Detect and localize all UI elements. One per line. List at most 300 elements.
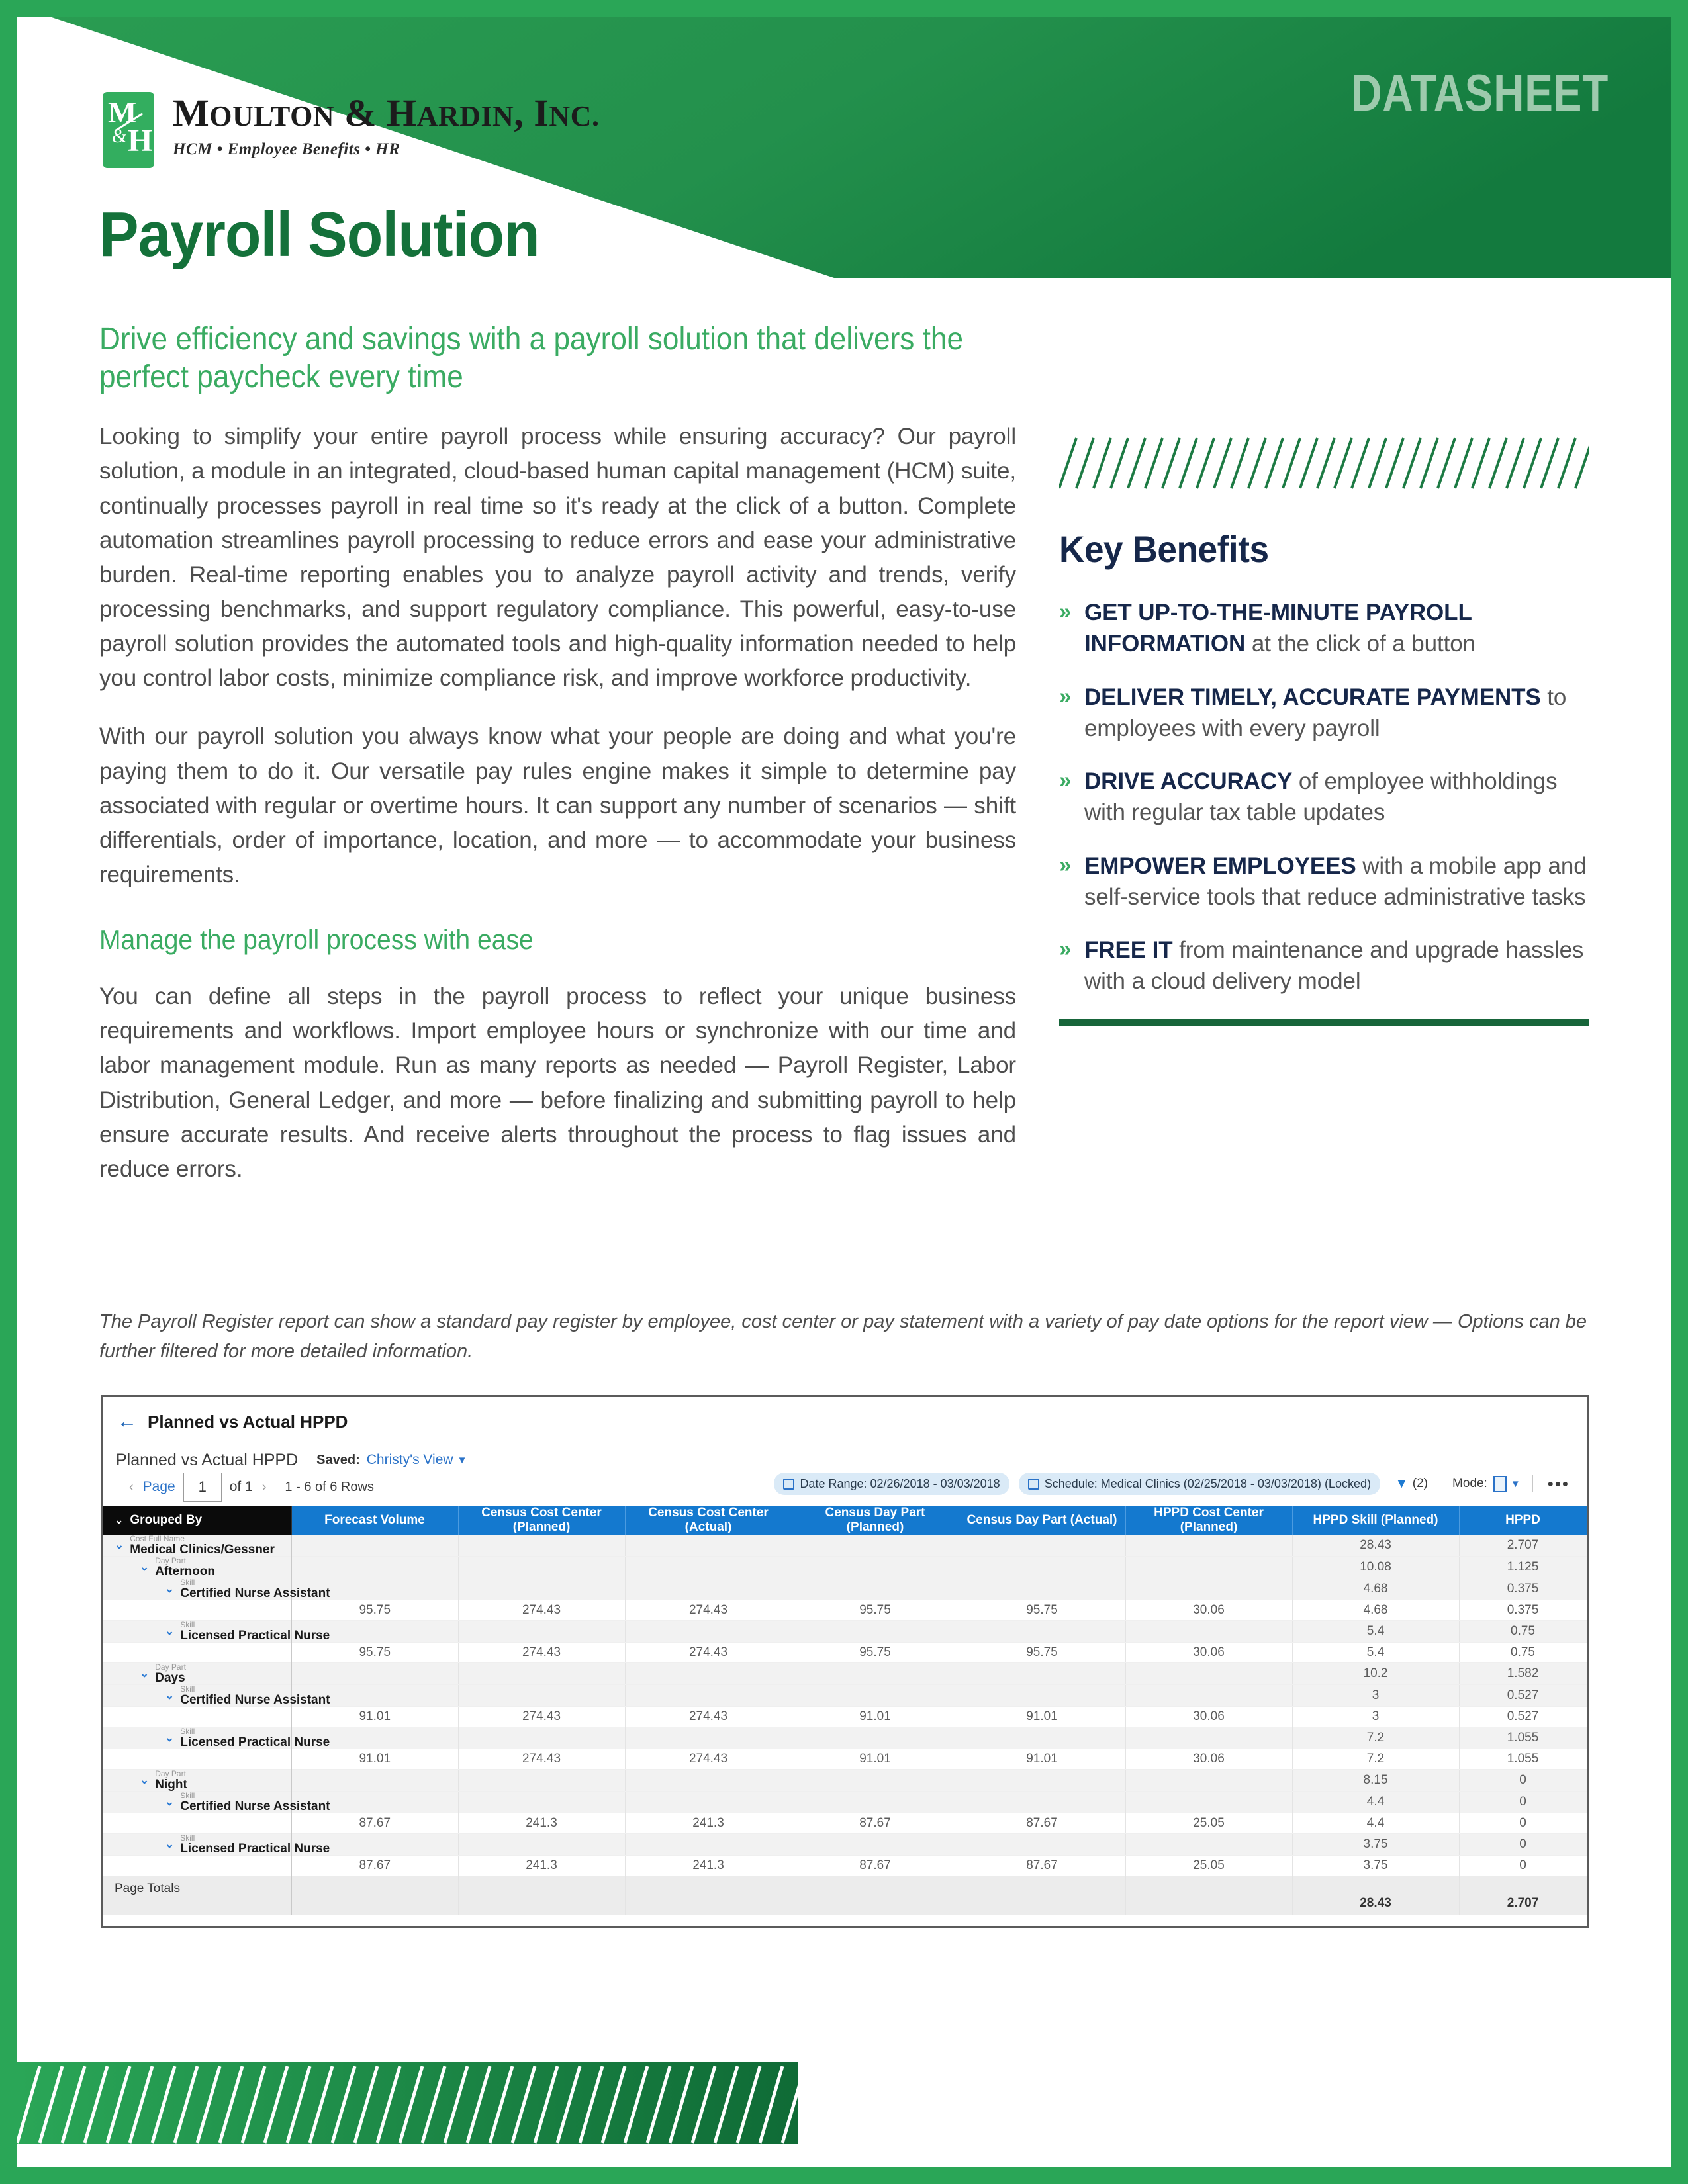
table-cell: 3.75 — [1292, 1834, 1459, 1856]
column-header-5[interactable]: HPPD Cost Center (Planned) — [1125, 1506, 1292, 1535]
paragraph-3: You can define all steps in the payroll process to reflect your unique business requirements and workflows. Import employee hours or synchronize with our time and labor management module. Run as many reports as needed — Payroll Register, Labor Distribution, General Ledger, and more — before finalizing and submitting payroll to help ensure accurate results. And receive alerts throughout the process to flag issues and reduce errors. — [99, 983, 1016, 1182]
key-benefits-column — [1059, 437, 1589, 1026]
table-cell — [625, 1727, 792, 1749]
table-cell: 241.3 — [625, 1856, 792, 1876]
table-cell: 91.01 — [792, 1707, 959, 1727]
tree-node-category: Skill — [180, 1620, 195, 1629]
filter-count-label: (2) — [1412, 1477, 1429, 1490]
table-cell: 0 — [1459, 1770, 1587, 1792]
table-cell: 95.75 — [291, 1600, 458, 1621]
table-cell — [625, 1663, 792, 1685]
table-cell: 87.67 — [291, 1813, 458, 1834]
column-header-6[interactable]: HPPD Skill (Planned) — [1292, 1506, 1459, 1535]
table-cell: 8.15 — [1292, 1770, 1459, 1792]
tree-node[interactable] — [103, 1535, 291, 1556]
datasheet-kicker: DATASHEET — [1351, 64, 1609, 122]
tree-chevron-down-icon[interactable]: ⌄ — [115, 1539, 124, 1551]
table-cell: 274.43 — [625, 1600, 792, 1621]
table-cell — [625, 1557, 792, 1578]
table-cell: 30.06 — [1125, 1643, 1292, 1663]
table-cell — [792, 1727, 959, 1749]
table-cell: 241.3 — [458, 1813, 625, 1834]
table-cell — [625, 1621, 792, 1643]
table-row[interactable] — [103, 1685, 1587, 1707]
table-cell — [458, 1792, 625, 1813]
table-cell: 10.08 — [1292, 1557, 1459, 1578]
key-benefit-rest: from maintenance and upgrade hassles with a cloud delivery model — [1084, 937, 1584, 995]
table-cell — [625, 1792, 792, 1813]
footer-stripes-decoration — [17, 2062, 798, 2144]
key-benefit-strong: FREE IT — [1084, 937, 1173, 963]
table-cell — [792, 1557, 959, 1578]
table-cell: 3 — [1292, 1707, 1459, 1727]
table-cell: 274.43 — [458, 1600, 625, 1621]
table-row[interactable] — [103, 1643, 1587, 1663]
company-tagline: HCM • Employee Benefits • HR — [173, 140, 400, 158]
tree-node[interactable] — [103, 1578, 330, 1600]
schedule-icon — [1028, 1479, 1039, 1490]
key-benefits-title: Key Benefits — [1059, 528, 1269, 570]
tree-node-category: Cost Full Name — [130, 1534, 185, 1543]
table-cell — [458, 1685, 625, 1707]
table-cell: 87.67 — [792, 1813, 959, 1834]
prev-page-icon[interactable]: ‹ — [129, 1479, 134, 1494]
tree-node-labels — [180, 1621, 330, 1642]
table-cell: 91.01 — [792, 1749, 959, 1770]
table-cell — [458, 1578, 625, 1600]
report-table-body — [103, 1535, 1587, 1915]
toolbar-divider-2 — [1532, 1475, 1533, 1492]
table-cell — [458, 1557, 625, 1578]
table-cell — [625, 1535, 792, 1557]
table-header-row — [103, 1506, 1587, 1535]
table-cell: 7.2 — [1292, 1727, 1459, 1749]
table-cell — [792, 1578, 959, 1600]
key-benefit-rest: of employee withholdings with regular tax table updates — [1084, 768, 1558, 826]
table-cell — [959, 1792, 1125, 1813]
table-row[interactable] — [103, 1600, 1587, 1621]
tree-chevron-down-icon[interactable]: ⌄ — [165, 1689, 175, 1702]
filter-chip-schedule[interactable] — [1019, 1473, 1380, 1495]
table-cell — [959, 1557, 1125, 1578]
tree-node[interactable] — [103, 1833, 330, 1856]
table-row[interactable] — [103, 1578, 1587, 1600]
paragraph-2: With our payroll solution you always know what your people are doing and what you're paying them to do it. Our versatile pay rules engine makes it simple to determine pay associated with regular or overtime hours. It can support any number of scenarios — shift differentials, order of importance, location, and more — to accommodate your business requirements. — [99, 723, 1016, 887]
table-cell-grouped-by — [103, 1600, 291, 1621]
company-name: MOULTON & HARDIN, INC. — [173, 91, 600, 134]
diagonal-stripes-decoration — [1059, 437, 1589, 490]
next-page-icon[interactable]: › — [261, 1479, 267, 1494]
table-cell: 3.75 — [1292, 1856, 1459, 1876]
page-total-label: of 1 — [229, 1479, 253, 1494]
key-benefit-item — [1059, 597, 1589, 660]
table-row[interactable] — [103, 1770, 1587, 1792]
table-cell — [959, 1535, 1125, 1557]
bullet-chevron-icon: » — [1059, 683, 1072, 708]
table-cell-grouped-by — [103, 1578, 330, 1600]
table-cell — [291, 1557, 458, 1578]
logo-monogram-icon — [103, 92, 154, 168]
table-cell: 30.06 — [1125, 1600, 1292, 1621]
column-header-3[interactable]: Census Day Part (Planned) — [792, 1506, 959, 1535]
table-cell: 91.01 — [291, 1749, 458, 1770]
table-cell: 87.67 — [792, 1856, 959, 1876]
table-cell — [625, 1578, 792, 1600]
tree-chevron-down-icon[interactable]: ⌄ — [140, 1774, 150, 1786]
table-cell: 274.43 — [625, 1643, 792, 1663]
table-cell: 274.43 — [458, 1749, 625, 1770]
table-cell — [959, 1834, 1125, 1856]
company-name-suffix: NC. — [549, 100, 600, 132]
key-benefits-bottom-rule — [1059, 1019, 1589, 1026]
table-cell: 30.06 — [1125, 1707, 1292, 1727]
app-screenshot — [101, 1395, 1589, 1928]
table-cell — [1125, 1685, 1292, 1707]
table-cell — [959, 1770, 1125, 1792]
table-cell — [458, 1727, 625, 1749]
table-row[interactable] — [103, 1621, 1587, 1643]
table-cell-grouped-by — [103, 1833, 330, 1856]
funnel-icon[interactable]: ▼ — [1394, 1476, 1409, 1491]
grouped-by-label: Grouped By — [130, 1513, 203, 1527]
table-cell: 0.527 — [1459, 1685, 1587, 1707]
company-name-amp: & — [344, 91, 377, 134]
key-benefit-rest: with a mobile app and self-service tools that reduce administrative tasks — [1084, 852, 1587, 910]
key-benefit-item — [1059, 682, 1589, 745]
totals-cell — [792, 1876, 959, 1915]
table-cell: 4.68 — [1292, 1600, 1459, 1621]
table-cell: 0.75 — [1459, 1643, 1587, 1663]
table-cell — [792, 1621, 959, 1643]
paragraph-1: Looking to simplify your entire payroll process while ensuring accuracy? Our payroll solution, a module in an integrated, cloud-based human capital management (HCM) suite, continually processes payroll in real time so it's ready at the click of a button. Complete automation streamlines payroll processing to reduce errors and ease your administrative burden. Real-time reporting enables you to analyze payroll activity and trends, verify processing benchmarks, and support regulatory compliance. This powerful, easy-to-use payroll solution provides the automated tools and high-quality information needed to help you control labor costs, minimize compliance risk, and improve workforce productivity. — [99, 424, 1016, 692]
table-cell — [959, 1621, 1125, 1643]
key-benefit-text — [1084, 850, 1589, 913]
tree-node-category: Day Part — [155, 1769, 186, 1778]
saved-view-chevron-down-icon[interactable]: ▼ — [457, 1454, 467, 1466]
column-header-7[interactable]: HPPD — [1459, 1506, 1587, 1535]
page-border-bottom — [0, 2167, 1688, 2184]
report-table — [103, 1506, 1587, 1915]
table-cell: 0 — [1459, 1834, 1587, 1856]
table-cell: 1.125 — [1459, 1557, 1587, 1578]
totals-cell: 28.43 — [1292, 1876, 1459, 1915]
table-cell: 274.43 — [458, 1707, 625, 1727]
key-benefit-item — [1059, 934, 1589, 997]
table-cell — [792, 1685, 959, 1707]
tree-chevron-down-icon[interactable]: ⌄ — [140, 1561, 150, 1573]
table-cell: 0.375 — [1459, 1578, 1587, 1600]
tree-chevron-down-icon[interactable]: ⌄ — [165, 1731, 175, 1744]
overflow-menu-icon[interactable]: ••• — [1547, 1473, 1570, 1494]
table-cell — [1125, 1727, 1292, 1749]
key-benefit-text — [1084, 597, 1589, 660]
table-cell — [1125, 1834, 1292, 1856]
table-cell — [1125, 1770, 1292, 1792]
totals-cell — [291, 1876, 458, 1915]
table-cell: 25.05 — [1125, 1813, 1292, 1834]
table-cell — [792, 1663, 959, 1685]
table-cell: 30.06 — [1125, 1749, 1292, 1770]
table-cell — [291, 1663, 458, 1685]
logo-h-letter: H — [128, 123, 153, 158]
column-header-1[interactable]: Census Cost Center (Planned) — [458, 1506, 625, 1535]
screenshot-titlebar — [103, 1397, 1587, 1435]
tree-chevron-down-icon[interactable]: ⌄ — [165, 1796, 175, 1808]
page-label[interactable]: Page — [142, 1479, 175, 1494]
column-header-0[interactable]: Forecast Volume — [291, 1506, 458, 1535]
tree-node-labels — [130, 1535, 275, 1556]
main-content-column — [99, 321, 1016, 1187]
table-cell: 5.4 — [1292, 1643, 1459, 1663]
table-cell: 4.4 — [1292, 1792, 1459, 1813]
table-cell: 87.67 — [291, 1856, 458, 1876]
totals-cell — [1125, 1876, 1292, 1915]
page-number-input[interactable]: 1 — [183, 1473, 222, 1502]
key-benefit-rest: to employees with every payroll — [1084, 684, 1567, 741]
table-cell — [792, 1535, 959, 1557]
table-row[interactable] — [103, 1557, 1587, 1578]
table-cell — [625, 1685, 792, 1707]
tree-node[interactable] — [103, 1770, 291, 1791]
table-row[interactable] — [103, 1663, 1587, 1685]
table-cell: 95.75 — [792, 1643, 959, 1663]
toolbar-right-group — [765, 1473, 1570, 1495]
tree-node-value: Night — [155, 1778, 187, 1792]
table-cell — [1125, 1621, 1292, 1643]
table-cell — [959, 1578, 1125, 1600]
key-benefit-text — [1084, 682, 1589, 745]
table-cell-grouped-by — [103, 1620, 330, 1643]
company-logo — [103, 89, 599, 168]
table-cell: 10.2 — [1292, 1663, 1459, 1685]
column-header-4[interactable]: Census Day Part (Actual) — [959, 1506, 1125, 1535]
table-cell: 274.43 — [458, 1643, 625, 1663]
table-cell: 1.582 — [1459, 1663, 1587, 1685]
tree-node-value: Licensed Practical Nurse — [180, 1842, 330, 1856]
tree-node-labels — [180, 1834, 330, 1855]
table-cell: 95.75 — [959, 1643, 1125, 1663]
table-cell: 241.3 — [458, 1856, 625, 1876]
totals-cell — [959, 1876, 1125, 1915]
bullet-chevron-icon: » — [1059, 936, 1072, 961]
tree-chevron-down-icon[interactable]: ⌄ — [165, 1582, 175, 1595]
table-cell — [1125, 1535, 1292, 1557]
table-cell: 87.67 — [959, 1813, 1125, 1834]
bullet-chevron-icon: » — [1059, 599, 1072, 623]
page-title: Payroll Solution — [99, 199, 539, 270]
table-cell: 2.707 — [1459, 1535, 1587, 1557]
tree-node-category: Skill — [180, 1791, 195, 1800]
mode-label: Mode: — [1452, 1477, 1487, 1490]
table-cell — [625, 1834, 792, 1856]
figure-caption: The Payroll Register report can show a standard pay register by employee, cost center or pay statement with a variety of pay date options for the report view — Options can be further filtered for more detailed information. — [99, 1311, 1587, 1362]
table-cell-grouped-by — [103, 1770, 291, 1792]
table-cell: 91.01 — [959, 1749, 1125, 1770]
tree-node-value: Licensed Practical Nurse — [180, 1629, 330, 1643]
key-benefit-rest: at the click of a button — [1245, 631, 1476, 657]
key-benefit-strong: DELIVER TIMELY, ACCURATE PAYMENTS — [1084, 684, 1541, 710]
back-arrow-icon[interactable]: ← — [117, 1410, 137, 1432]
bullet-chevron-icon: » — [1059, 768, 1072, 792]
table-cell-grouped-by — [103, 1727, 330, 1749]
page-border-right — [1671, 0, 1688, 2184]
table-cell — [458, 1770, 625, 1792]
saved-label: Saved: — [316, 1452, 360, 1467]
totals-cell — [625, 1876, 792, 1915]
section-heading: Manage the payroll process with ease — [99, 924, 534, 956]
table-totals-row — [103, 1876, 1587, 1915]
tree-node-value: Licensed Practical Nurse — [180, 1735, 330, 1749]
table-cell — [959, 1727, 1125, 1749]
tree-node-labels — [155, 1557, 215, 1578]
tree-node-value: Days — [155, 1671, 185, 1685]
tree-node-labels — [155, 1770, 187, 1791]
table-row[interactable] — [103, 1749, 1587, 1770]
table-cell — [458, 1834, 625, 1856]
tree-node-category: Skill — [180, 1727, 195, 1736]
table-row[interactable] — [103, 1856, 1587, 1876]
table-cell-grouped-by — [103, 1663, 291, 1685]
screenshot-page-title: Planned vs Actual HPPD — [148, 1411, 348, 1432]
tree-node-labels — [155, 1663, 186, 1684]
company-name-part1: OULTON — [209, 100, 335, 132]
table-cell: 28.43 — [1292, 1535, 1459, 1557]
table-cell: 4.4 — [1292, 1813, 1459, 1834]
tree-chevron-down-icon[interactable]: ⌄ — [165, 1838, 175, 1850]
tree-node[interactable] — [103, 1557, 291, 1578]
table-cell: 274.43 — [625, 1707, 792, 1727]
table-cell — [1125, 1663, 1292, 1685]
table-row[interactable] — [103, 1535, 1587, 1557]
grouped-by-chevron-down-icon[interactable]: ⌄ — [115, 1515, 124, 1526]
screenshot-report-bar — [103, 1435, 1587, 1470]
table-cell: 241.3 — [625, 1813, 792, 1834]
key-benefit-text — [1084, 766, 1589, 829]
tree-node[interactable] — [103, 1684, 330, 1707]
table-cell — [959, 1663, 1125, 1685]
table-cell-grouped-by — [103, 1557, 291, 1578]
calendar-icon — [783, 1479, 794, 1490]
table-cell — [792, 1792, 959, 1813]
table-cell: 4.68 — [1292, 1578, 1459, 1600]
totals-cell: 2.707 — [1459, 1876, 1587, 1915]
table-cell-grouped-by — [103, 1856, 291, 1876]
table-row[interactable] — [103, 1707, 1587, 1727]
tree-chevron-down-icon[interactable]: ⌄ — [140, 1667, 150, 1680]
tree-node-category: Skill — [180, 1684, 195, 1694]
tree-node-category: Skill — [180, 1578, 195, 1587]
table-row[interactable] — [103, 1727, 1587, 1749]
key-benefit-item — [1059, 766, 1589, 829]
mode-chevron-down-icon[interactable]: ▼ — [1510, 1478, 1521, 1490]
table-cell — [1125, 1578, 1292, 1600]
key-benefit-item — [1059, 850, 1589, 913]
saved-view-link[interactable]: Christy's View — [366, 1452, 453, 1467]
tree-chevron-down-icon[interactable]: ⌄ — [165, 1625, 175, 1637]
table-cell: 1.055 — [1459, 1727, 1587, 1749]
tree-node[interactable] — [103, 1791, 330, 1813]
table-cell-grouped-by — [103, 1535, 291, 1557]
filter-chip-schedule-label: Schedule: Medical Clinics (02/25/2018 - 03/03/2018) (Locked) — [1044, 1477, 1371, 1490]
table-cell-grouped-by — [103, 1707, 291, 1727]
column-header-2[interactable]: Census Cost Center (Actual) — [625, 1506, 792, 1535]
table-cell — [458, 1621, 625, 1643]
table-cell: 87.67 — [959, 1856, 1125, 1876]
key-benefits-list — [1059, 597, 1589, 997]
table-cell: 0.75 — [1459, 1621, 1587, 1643]
grid-icon[interactable] — [1493, 1476, 1507, 1492]
tree-node-labels — [180, 1727, 330, 1749]
table-cell — [291, 1535, 458, 1557]
page-border-top — [0, 0, 1688, 17]
table-cell-grouped-by — [103, 1813, 291, 1834]
totals-cell — [458, 1876, 625, 1915]
subheading: Drive efficiency and savings with a payroll solution that delivers the perfect paycheck every time — [99, 322, 964, 394]
tree-node[interactable] — [103, 1727, 330, 1749]
tree-node-category: Skill — [180, 1833, 195, 1843]
table-cell: 5.4 — [1292, 1621, 1459, 1643]
screenshot-toolbar — [103, 1470, 1587, 1504]
table-cell-grouped-by — [103, 1684, 330, 1707]
tree-node-value: Certified Nurse Assistant — [180, 1693, 330, 1707]
column-header-grouped-by[interactable] — [103, 1506, 291, 1535]
tree-node-value: Medical Clinics/Gessner — [130, 1543, 275, 1557]
table-cell: 3 — [1292, 1685, 1459, 1707]
table-cell — [792, 1834, 959, 1856]
logo-ampersand: & — [112, 125, 128, 147]
report-name: Planned vs Actual HPPD — [116, 1450, 299, 1469]
table-cell: 0 — [1459, 1792, 1587, 1813]
company-name-part2: ARDIN — [416, 100, 514, 132]
bullet-chevron-icon: » — [1059, 852, 1072, 877]
key-benefit-text — [1084, 934, 1589, 997]
table-cell — [291, 1770, 458, 1792]
tree-node-value: Certified Nurse Assistant — [180, 1586, 330, 1600]
tree-node-labels — [180, 1685, 330, 1706]
totals-label-cell: Page Totals — [103, 1876, 291, 1915]
table-cell — [792, 1770, 959, 1792]
tree-node[interactable] — [103, 1620, 330, 1643]
table-cell-grouped-by — [103, 1791, 330, 1813]
table-cell — [458, 1663, 625, 1685]
tree-node-labels — [180, 1792, 330, 1813]
tree-node-value: Afternoon — [155, 1565, 216, 1578]
table-cell: 0.375 — [1459, 1600, 1587, 1621]
table-cell: 91.01 — [959, 1707, 1125, 1727]
table-cell: 1.055 — [1459, 1749, 1587, 1770]
table-cell: 91.01 — [291, 1707, 458, 1727]
tree-node[interactable] — [103, 1663, 291, 1684]
table-row[interactable] — [103, 1792, 1587, 1813]
tree-node-category: Day Part — [155, 1662, 186, 1672]
logo-m-letter: M — [108, 95, 137, 129]
table-row[interactable] — [103, 1813, 1587, 1834]
table-cell: 95.75 — [792, 1600, 959, 1621]
table-cell — [625, 1770, 792, 1792]
key-benefit-strong: EMPOWER EMPLOYEES — [1084, 852, 1356, 879]
table-row[interactable] — [103, 1834, 1587, 1856]
filter-chip-date-range[interactable] — [774, 1473, 1009, 1495]
table-cell — [458, 1535, 625, 1557]
table-cell — [1125, 1792, 1292, 1813]
table-cell: 7.2 — [1292, 1749, 1459, 1770]
filter-chip-date-range-label: Date Range: 02/26/2018 - 03/03/2018 — [800, 1477, 1000, 1490]
table-cell — [1125, 1557, 1292, 1578]
row-count-label: 1 - 6 of 6 Rows — [285, 1479, 374, 1494]
table-cell: 0.527 — [1459, 1707, 1587, 1727]
key-benefit-strong: DRIVE ACCURACY — [1084, 768, 1293, 794]
table-cell-grouped-by — [103, 1749, 291, 1770]
